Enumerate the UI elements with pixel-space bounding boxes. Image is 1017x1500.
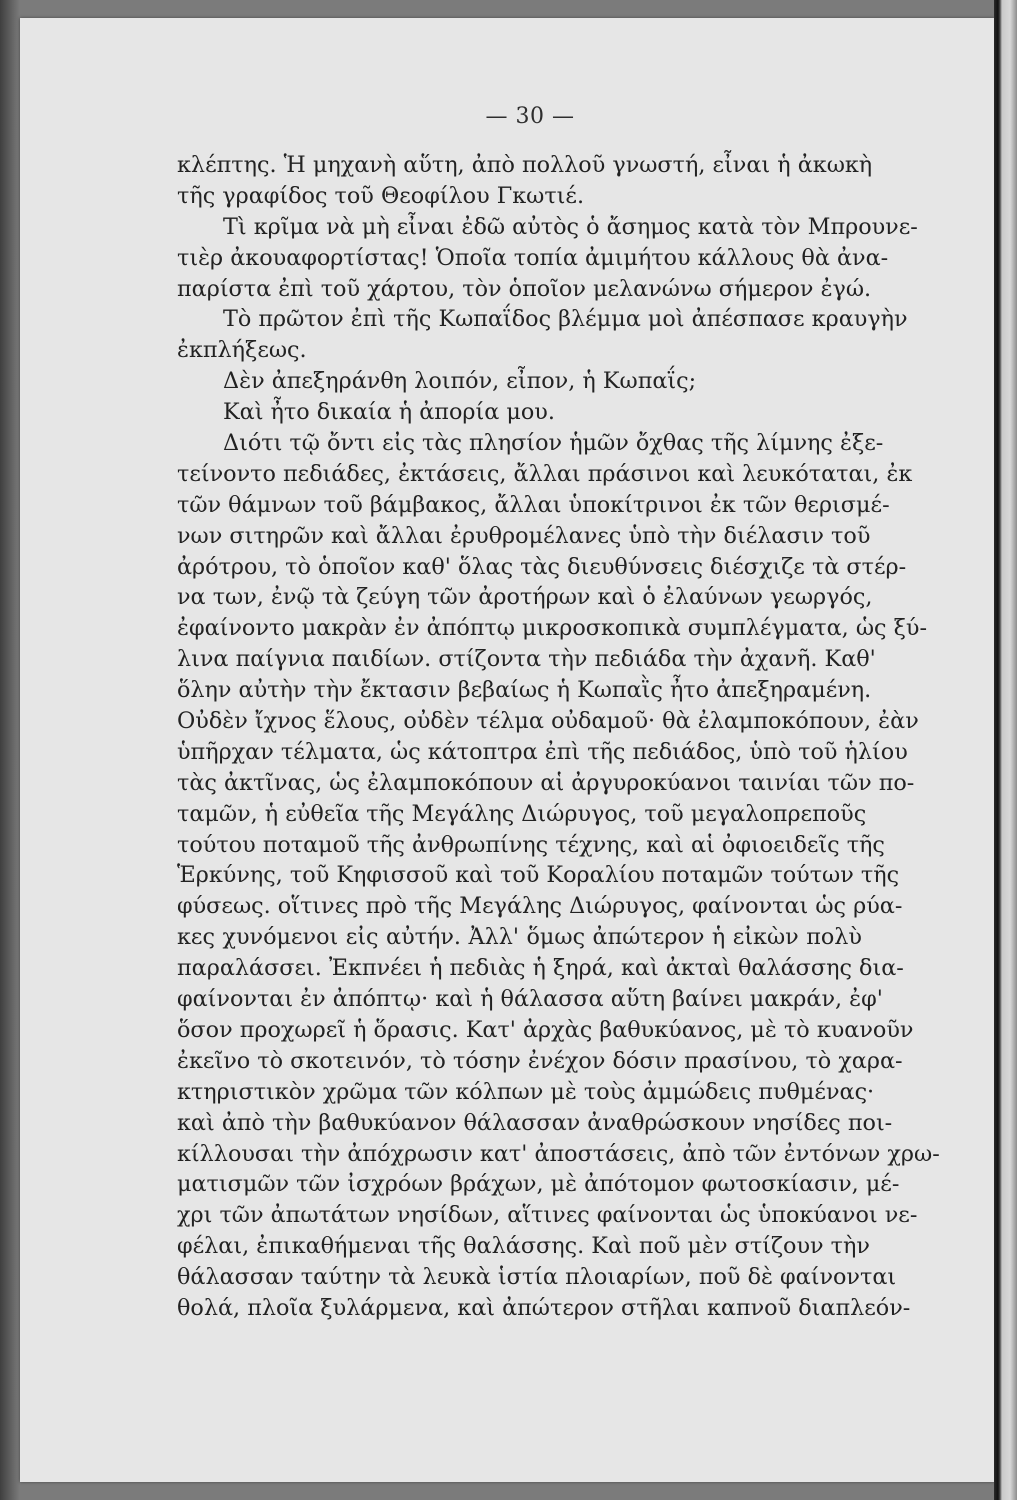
- text-line: Οὐδὲν ἴχνος ἕλους, οὐδὲν τέλμα οὐδαμοῦ· θὰ ἐλαμποκόπουν, ἐὰν: [177, 708, 919, 735]
- text-line: φέλαι, ἐπικαθήμεναι τῆς θαλάσσης. Καὶ ποῦ μὲν στίζουν τὴν: [177, 1233, 870, 1260]
- text-line: καὶ ἀπὸ τὴν βαθυκύανον θάλασσαν ἀναθρώσκουν νησίδες ποι-: [177, 1109, 893, 1136]
- text-line: ταμῶν, ἡ εὐθεῖα τῆς Μεγάλης Διώρυγος, τοῦ μεγαλοπρεποῦς: [177, 800, 867, 827]
- text-line: τούτου ποταμοῦ τῆς ἀνθρωπίνης τέχνης, καὶ αἱ ὀφιοειδεῖς τῆς: [177, 831, 885, 858]
- text-line: Δὲν ἀπεξηράνθη λοιπόν, εἶπον, ἡ Κωπαΐς;: [223, 368, 697, 395]
- text-line: ὑπῆρχαν τέλματα, ὡς κάτοπτρα ἐπὶ τῆς πεδιάδος, ὑπὸ τοῦ ἡλίου: [177, 738, 908, 765]
- text-line: τὰς ἀκτῖνας, ὡς ἐλαμποκόπουν αἱ ἀργυροκύανοι ταινίαι τῶν πο-: [177, 769, 915, 796]
- text-line: παραλάσσει. Ἐκπνέει ἡ πεδιὰς ἡ ξηρά, καὶ ἀκταὶ θαλάσσης δια-: [177, 955, 904, 982]
- text-line: θάλασσαν ταύτην τὰ λευκὰ ἱστία πλοιαρίων, ποῦ δὲ φαίνονται: [177, 1264, 897, 1291]
- text-line: Ἑρκύνης, τοῦ Κηφισσοῦ καὶ τοῦ Κοραλίου ποταμῶν τούτων τῆς: [177, 862, 900, 889]
- text-line: ἐκπλήξεως.: [177, 337, 307, 364]
- text-line: ὅσον προχωρεῖ ἡ ὅρασις. Κατ' ἀρχὰς βαθυκύανος, μὲ τὸ κυανοῦν: [177, 1016, 914, 1043]
- text-line: νων σιτηρῶν καὶ ἄλλαι ἐρυθρομέλανες ὑπὸ τὴν διέλασιν τοῦ: [177, 522, 871, 549]
- text-line: τῶν θάμνων τοῦ βάμβακος, ἄλλαι ὑποκίτρινοι ἐκ τῶν θερισμέ-: [177, 491, 890, 518]
- text-line: λινα παίγνια παιδίων. στίζοντα τὴν πεδιάδα τὴν ἀχανῆ. Καθ': [177, 646, 876, 673]
- text-line: Καὶ ἦτο δικαία ἡ ἀπορία μου.: [223, 399, 555, 426]
- text-line: κτηριστικὸν χρῶμα τῶν κόλπων μὲ τοὺς ἀμμώδεις πυθμένας·: [177, 1078, 875, 1105]
- text-line: τῆς γραφίδος τοῦ Θεοφίλου Γκωτιέ.: [177, 182, 585, 209]
- text-line: χρι τῶν ἀπωτάτων νησίδων, αἵτινες φαίνονται ὡς ὑποκύανοι νε-: [177, 1202, 918, 1229]
- text-line: ματισμῶν τῶν ἰσχρόων βράχων, μὲ ἀπότομον φωτοσκίασιν, μέ-: [177, 1171, 900, 1198]
- text-line: να των, ἐνῷ τὰ ζεύγη τῶν ἀροτήρων καὶ ὁ ἐλαύνων γεωργός,: [177, 584, 873, 611]
- text-line: Διότι τῷ ὄντι εἰς τὰς πλησίον ἡμῶν ὄχθας τῆς λίμνης ἐξε-: [223, 430, 884, 457]
- text-line: φαίνονται ἐν ἀπόπτῳ· καὶ ἡ θάλασσα αὕτη βαίνει μακράν, ἐφ': [177, 986, 883, 1013]
- body-text: [177, 150, 940, 1324]
- text-line: ὅλην αὐτὴν τὴν ἔκτασιν βεβαίως ἡ Κωπαῒς ἦτο ἀπεξηραμένη.: [177, 677, 872, 704]
- text-line: τείνοντο πεδιάδες, ἐκτάσεις, ἄλλαι πράσινοι καὶ λευκόταται, ἐκ: [177, 460, 913, 487]
- text-line: τιὲρ ἀκουαφορτίστας! Ὁποῖα τοπία ἀμιμήτου κάλλους θὰ ἀνα-: [177, 244, 889, 271]
- text-line: Τὶ κρῖμα νὰ μὴ εἶναι ἐδῶ αὐτὸς ὁ ἄσημος κατὰ τὸν Μπρουνε-: [223, 213, 918, 240]
- text-line: θολά, πλοῖα ξυλάρμενα, καὶ ἀπώτερον στῆλαι καπνοῦ διαπλεόν-: [177, 1294, 911, 1321]
- page-edge-shadow: [994, 0, 1017, 1500]
- text-line: κίλλουσαι τὴν ἀπόχρωσιν κατ' ἀποστάσεις, ἀπὸ τῶν ἐντόνων χρω-: [177, 1140, 940, 1167]
- text-line: ἀρότρου, τὸ ὁποῖον καθ' ὅλας τὰς διευθύνσεις διέσχιζε τὰ στέρ-: [177, 553, 907, 580]
- text-line: ἐκεῖνο τὸ σκοτεινόν, τὸ τόσην ἐνέχον δόσιν πρασίνου, τὸ χαρα-: [177, 1047, 903, 1074]
- text-line: Τὸ πρῶτον ἐπὶ τῆς Κωπαΐδος βλέμμα μοὶ ἀπέσπασε κραυγὴν: [223, 306, 908, 333]
- text-line: ἐφαίνοντο μακρὰν ἐν ἀπόπτῳ μικροσκοπικὰ συμπλέγματα, ὡς ξύ-: [177, 615, 927, 642]
- text-line: κλέπτης. Ἡ μηχανὴ αὕτη, ἀπὸ πολλοῦ γνωστή, εἶναι ἡ ἀκωκὴ: [177, 152, 873, 178]
- page-number: — 30 —: [485, 104, 575, 129]
- text-line: παρίστα ἐπὶ τοῦ χάρτου, τὸν ὁποῖον μελανώνω σήμερον ἐγώ.: [177, 275, 872, 302]
- text-line: κες χυνόμενοι εἰς αὐτήν. Ἀλλ' ὅμως ἀπώτερον ἡ εἰκὼν πολὺ: [177, 924, 862, 951]
- text-line: φύσεως. οἵτινες πρὸ τῆς Μεγάλης Διώρυγος, φαίνονται ὡς ρύα-: [177, 893, 903, 920]
